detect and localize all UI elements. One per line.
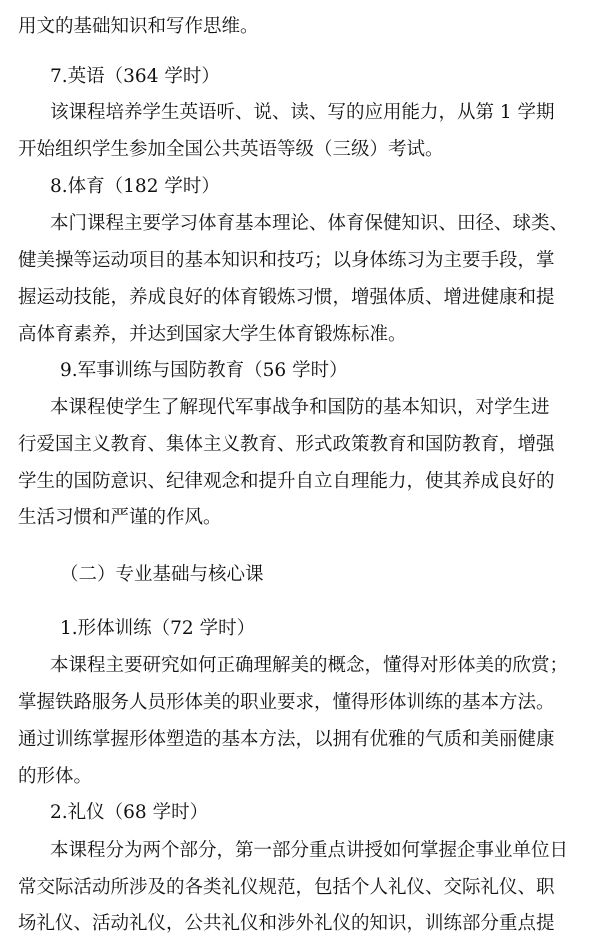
section-heading-pe: 8.体育（182 学时） bbox=[50, 176, 220, 197]
paragraph-line: 常交际活动所涉及的各类礼仪规范，包括个人礼仪、交际礼仪、职 bbox=[18, 877, 555, 898]
section-heading-english: 7.英语（364 学时） bbox=[50, 66, 220, 87]
section-heading-core-courses: （二）专业基础与核心课 bbox=[60, 564, 264, 585]
section-heading-military: 9.军事训练与国防教育（56 学时） bbox=[60, 360, 348, 381]
section-heading-etiquette: 2.礼仪（68 学时） bbox=[50, 802, 209, 823]
paragraph-line: 开始组织学生参加全国公共英语等级（三级）考试。 bbox=[18, 139, 444, 160]
paragraph-line: 本门课程主要学习体育基本理论、体育保健知识、田径、球类、 bbox=[50, 213, 569, 234]
paragraph-line: 通过训练掌握形体塑造的基本方法，以拥有优雅的气质和美丽健康 bbox=[18, 729, 555, 750]
paragraph-line: 握运动技能，养成良好的体育锻炼习惯，增强体质、增进健康和提 bbox=[18, 287, 555, 308]
paragraph-line: 健美操等运动项目的基本知识和技巧；以身体练习为主要手段，掌 bbox=[18, 250, 555, 271]
paragraph-line: 生活习惯和严谨的作风。 bbox=[18, 507, 222, 528]
paragraph-line: 本课程使学生了解现代军事战争和国防的基本知识，对学生进 bbox=[50, 397, 550, 418]
paragraph-line: 场礼仪、活动礼仪，公共礼仪和涉外礼仪的知识，训练部分重点提 bbox=[18, 913, 555, 934]
paragraph-line: 高体育素养，并达到国家大学生体育锻炼标准。 bbox=[18, 324, 407, 345]
paragraph-line: 本课程主要研究如何正确理解美的概念，懂得对形体美的欣赏； bbox=[50, 655, 569, 676]
section-heading-body-training: 1.形体训练（72 学时） bbox=[60, 618, 256, 639]
paragraph-line: 本课程分为两个部分，第一部分重点讲授如何掌握企事业单位日 bbox=[50, 840, 569, 861]
paragraph-line: 学生的国防意识、纪律观念和提升自立自理能力，使其养成良好的 bbox=[18, 471, 555, 492]
paragraph-line: 该课程培养学生英语听、说、读、写的应用能力，从第 1 学期 bbox=[50, 102, 555, 123]
paragraph-line: 行爱国主义教育、集体主义教育、形式政策教育和国防教育，增强 bbox=[18, 434, 555, 455]
paragraph-line: 用文的基础知识和写作思维。 bbox=[18, 16, 259, 37]
paragraph-line: 掌握铁路服务人员形体美的职业要求，懂得形体训练的基本方法。 bbox=[18, 692, 555, 713]
paragraph-line: 的形体。 bbox=[18, 766, 93, 787]
